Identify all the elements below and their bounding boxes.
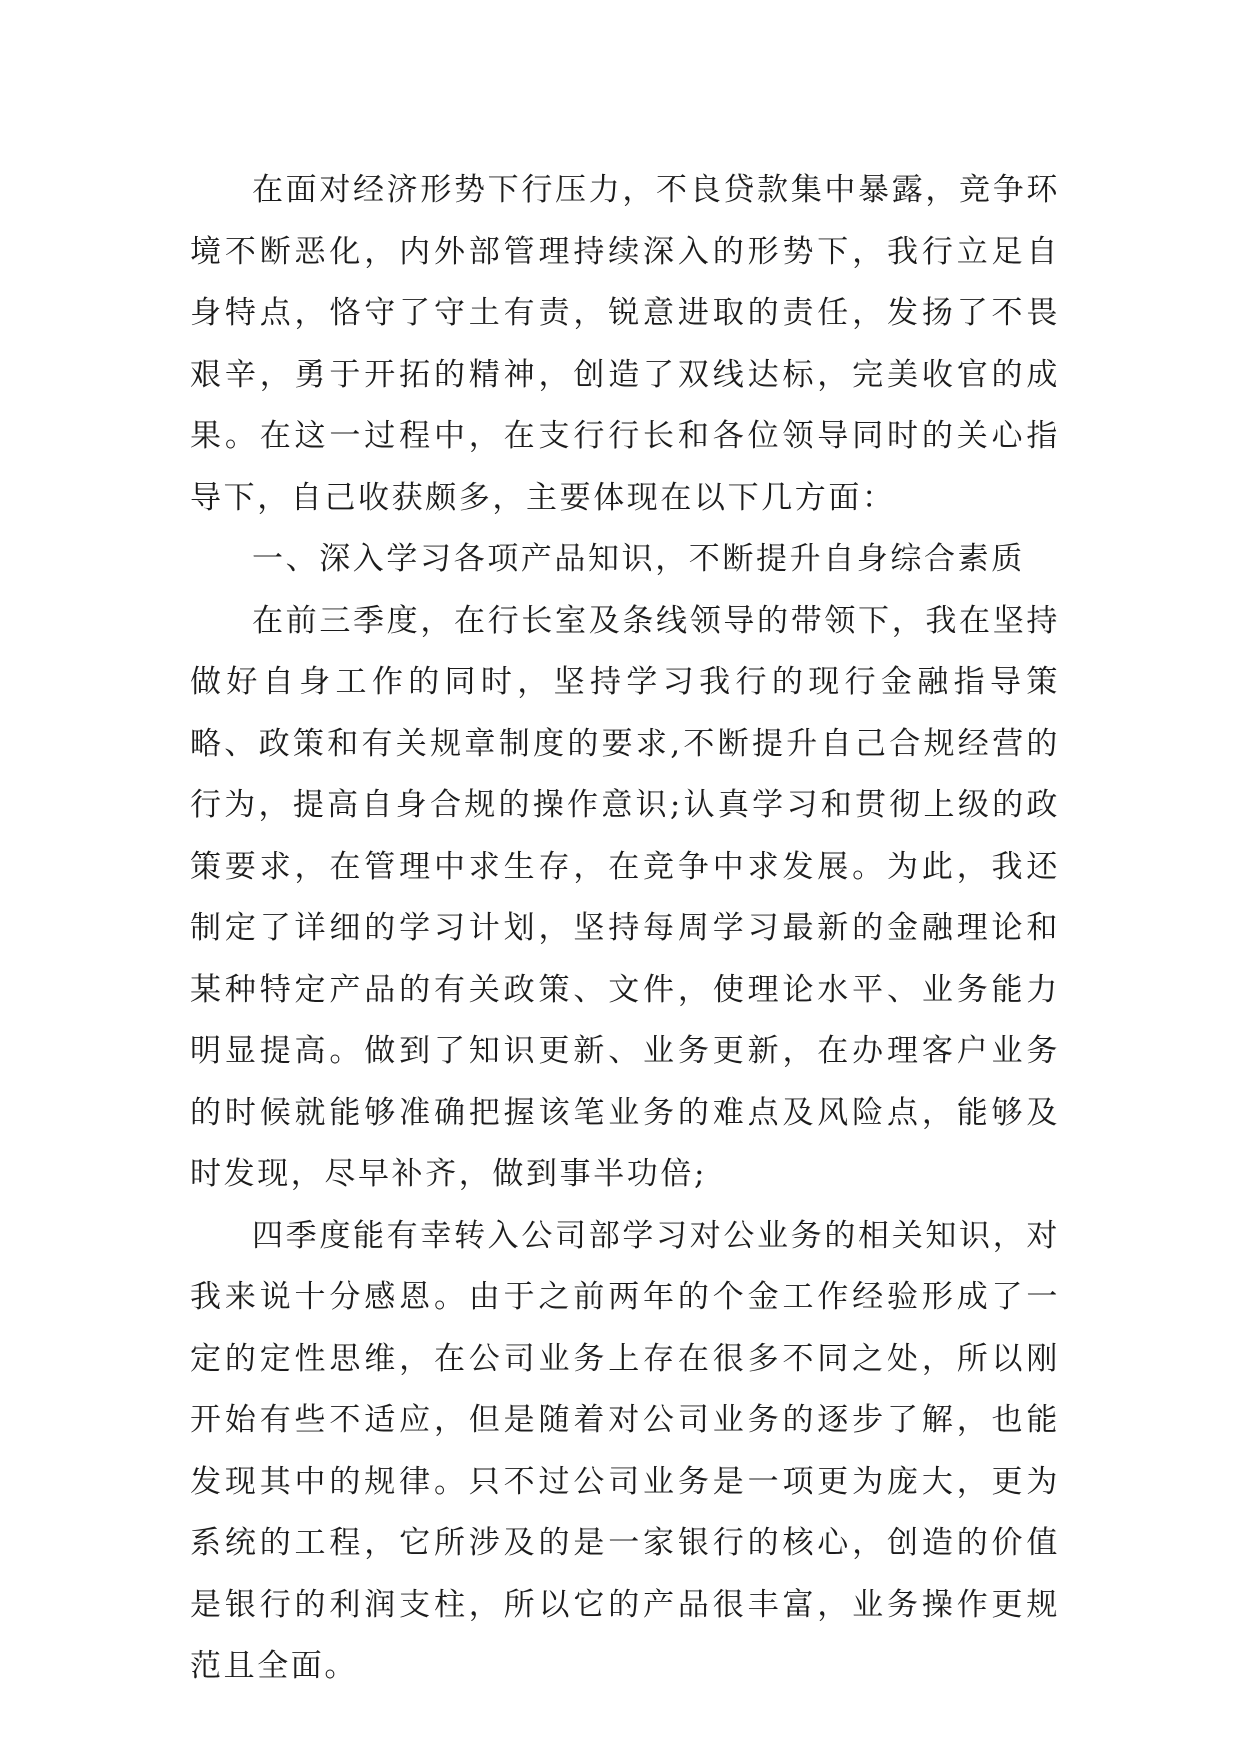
section-heading-1: 一、深入学习各项产品知识，不断提升自身综合素质 bbox=[252, 541, 1025, 577]
paragraph-fourth-quarter: 四季度能有幸转入公司部学习对公业务的相关知识，对我来说十分感恩。由于之前两年的个金工作经验形成了一定的定性思维，在公司业务上存在很多不同之处，所以刚开始有些不适应，但是随着对公司业务的逐步了解，也能发现其中的规律。只不过公司业务是一项更为庞大，更为系统的工程，它所涉及的是一家银行的核心，创造的价值是银行的利润支柱，所以它的产品很丰富，业务操作更规范且全面。 bbox=[190, 1217, 1060, 1684]
paragraph-intro: 在面对经济形势下行压力，不良贷款集中暴露，竞争环境不断恶化，内外部管理持续深入的形势下，我行立足自身特点，恪守了守土有责，锐意进取的责任，发扬了不畏艰辛，勇于开拓的精神，创造了双线达标，完美收官的成果。在这一过程中，在支行行长和各位领导同时的关心指导下，自己收获颇多，主要体现在以下几方面： bbox=[190, 172, 1060, 516]
document-body bbox=[190, 160, 1060, 1698]
paragraph-first-three-quarters: 在前三季度，在行长室及条线领导的带领下，我在坚持做好自身工作的同时，坚持学习我行的现行金融指导策略、政策和有关规章制度的要求,不断提升自己合规经营的行为，提高自身合规的操作意识;认真学习和贯彻上级的政策要求，在管理中求生存，在竞争中求发展。为此，我还制定了详细的学习计划，坚持每周学习最新的金融理论和某种特定产品的有关政策、文件，使理论水平、业务能力明显提高。做到了知识更新、业务更新，在办理客户业务的时候就能够准确把握该笔业务的难点及风险点，能够及时发现，尽早补齐，做到事半功倍; bbox=[190, 602, 1060, 1192]
